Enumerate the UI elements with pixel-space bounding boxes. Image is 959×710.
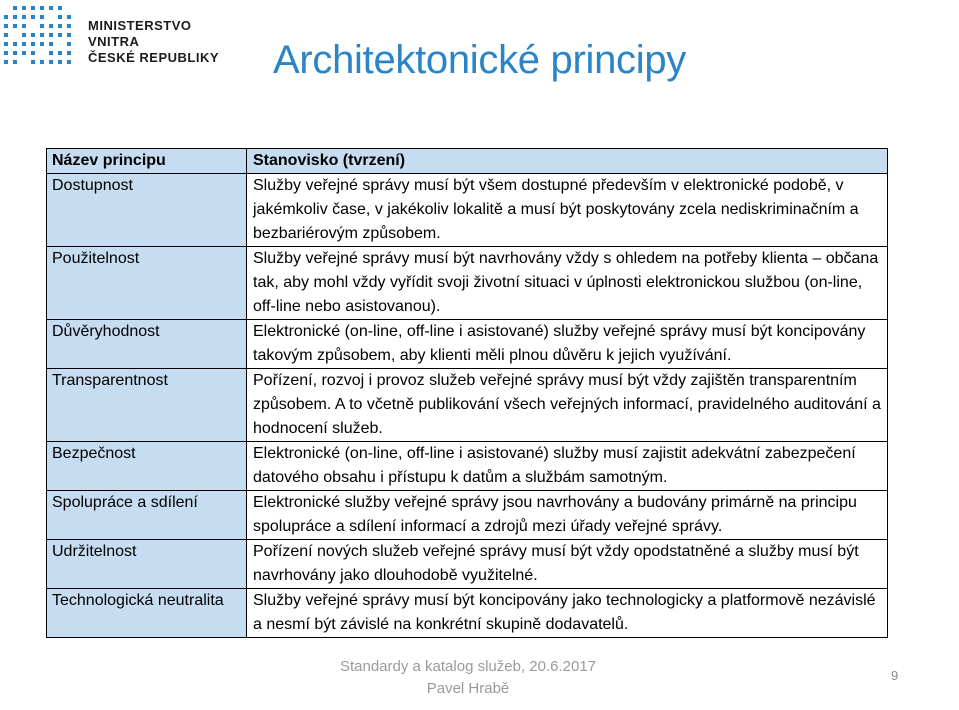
principle-desc: Elektronické služby veřejné správy jsou navrhovány a budovány primárně na principu spolupráce a sdílení informací a zdrojů mezi úřady veřejné správy. (253, 494, 857, 535)
logo-dot (4, 24, 8, 28)
slide-title: Architektonické principy (273, 38, 686, 82)
logo-dot (49, 6, 53, 10)
logo-dot (40, 24, 44, 28)
logo-dot (4, 15, 8, 19)
principle-desc: Elektronické (on-line, off-line i asistované) služby veřejné správy musí být koncipovány takovým způsobem, aby klienti měli plnou důvěru k jejich využívání. (253, 323, 866, 364)
footer-event: Standardy a katalog služeb, 20.6.2017 (339, 658, 597, 675)
table-header-row (47, 149, 888, 174)
logo-dot (58, 24, 62, 28)
table-row (47, 174, 888, 247)
logo-dot (31, 15, 35, 19)
logo-dot (40, 6, 44, 10)
logo-dot (40, 15, 44, 19)
page-number: 9 (891, 668, 899, 683)
logo-dot (40, 33, 44, 37)
principle-desc-cell (247, 247, 888, 320)
logo-dot (67, 15, 71, 19)
header-desc-cell (247, 149, 888, 174)
slide-footer (318, 656, 618, 700)
logo-dot (22, 33, 26, 37)
logo-dot (31, 6, 35, 10)
principle-name: Spolupráce a sdílení (52, 494, 198, 511)
logo-dot (13, 24, 17, 28)
principle-name: Použitelnost (52, 250, 140, 267)
principle-desc-cell (247, 174, 888, 247)
principle-desc-cell (247, 369, 888, 442)
header-name-cell (47, 149, 247, 174)
logo-dot (4, 33, 8, 37)
logo-dot (67, 24, 71, 28)
principle-desc: Služby veřejné správy musí být koncipovány jako technologicky a platformově nezávislé a nesmí být závislé na konkrétní skupině dodavatelů. (253, 592, 876, 633)
principle-desc-cell (247, 491, 888, 540)
table-row (47, 320, 888, 369)
logo-dot (49, 24, 53, 28)
ministry-name-line1: MINISTERSTVO VNITRA (88, 18, 192, 49)
principle-name-cell (47, 491, 247, 540)
table-row (47, 540, 888, 589)
table-row (47, 589, 888, 638)
principle-desc: Pořízení, rozvoj i provoz služeb veřejné správy musí být vždy zajištěn transparentním způsobem. A to včetně publikování všech veřejných informací, pravidelného auditování a hodnocení služeb. (253, 372, 881, 437)
table-row (47, 442, 888, 491)
logo-dot (13, 6, 17, 10)
principle-desc-cell (247, 320, 888, 369)
principle-desc-cell (247, 540, 888, 589)
header-desc-label: Stanovisko (tvrzení) (253, 152, 406, 169)
logo-dot (67, 33, 71, 37)
logo-dot (22, 15, 26, 19)
principle-desc-cell (247, 589, 888, 638)
principle-name: Bezpečnost (52, 445, 136, 462)
principle-desc: Služby veřejné správy musí být všem dostupné především v elektronické podobě, v jakémkoliv čase, v jakékoliv lokalitě a musí být poskytovány zcela nediskriminačním a bezbariérovým způsobem. (253, 177, 859, 242)
principle-name-cell (47, 540, 247, 589)
logo-dot (13, 15, 17, 19)
table-row (47, 369, 888, 442)
logo-dot (49, 33, 53, 37)
principle-desc-cell (247, 442, 888, 491)
table-row (47, 247, 888, 320)
principle-name-cell (47, 442, 247, 491)
logo-dot (58, 33, 62, 37)
principle-name: Důvěryhodnost (52, 323, 160, 340)
logo-dot (31, 33, 35, 37)
principles-table (46, 148, 888, 638)
footer-author: Pavel Hrabě (426, 680, 510, 697)
principle-name-cell (47, 247, 247, 320)
logo-dot (58, 15, 62, 19)
principle-name-cell (47, 174, 247, 247)
principle-name: Technologická neutralita (52, 592, 224, 609)
principle-name: Dostupnost (52, 177, 133, 194)
principle-name-cell (47, 320, 247, 369)
table-row (47, 491, 888, 540)
ministry-name-line2: ČESKÉ REPUBLIKY (88, 50, 220, 65)
logo-dot (58, 6, 62, 10)
principle-desc: Elektronické (on-line, off-line i asistované) služby musí zajistit adekvátní zabezpečení datového obsahu i přístupu k datům a službám samotným. (253, 445, 856, 486)
logo-dot (22, 6, 26, 10)
header-name-label: Název principu (52, 152, 166, 169)
logo-dot (22, 24, 26, 28)
principle-name-cell (47, 369, 247, 442)
principle-desc: Pořízení nových služeb veřejné správy musí být vždy opodstatněné a služby musí být navrhovány jako dlouhodobě využitelné. (253, 543, 859, 584)
principle-name-cell (47, 589, 247, 638)
principle-desc: Služby veřejné správy musí být navrhovány vždy s ohledem na potřeby klienta – občana tak, aby mohl vždy vyřídit svoji životní situaci v úplnosti elektronickou službou (on-line, off-line nebo asistovanou). (253, 250, 879, 315)
principle-name: Udržitelnost (52, 543, 137, 560)
principle-name: Transparentnost (52, 372, 168, 389)
